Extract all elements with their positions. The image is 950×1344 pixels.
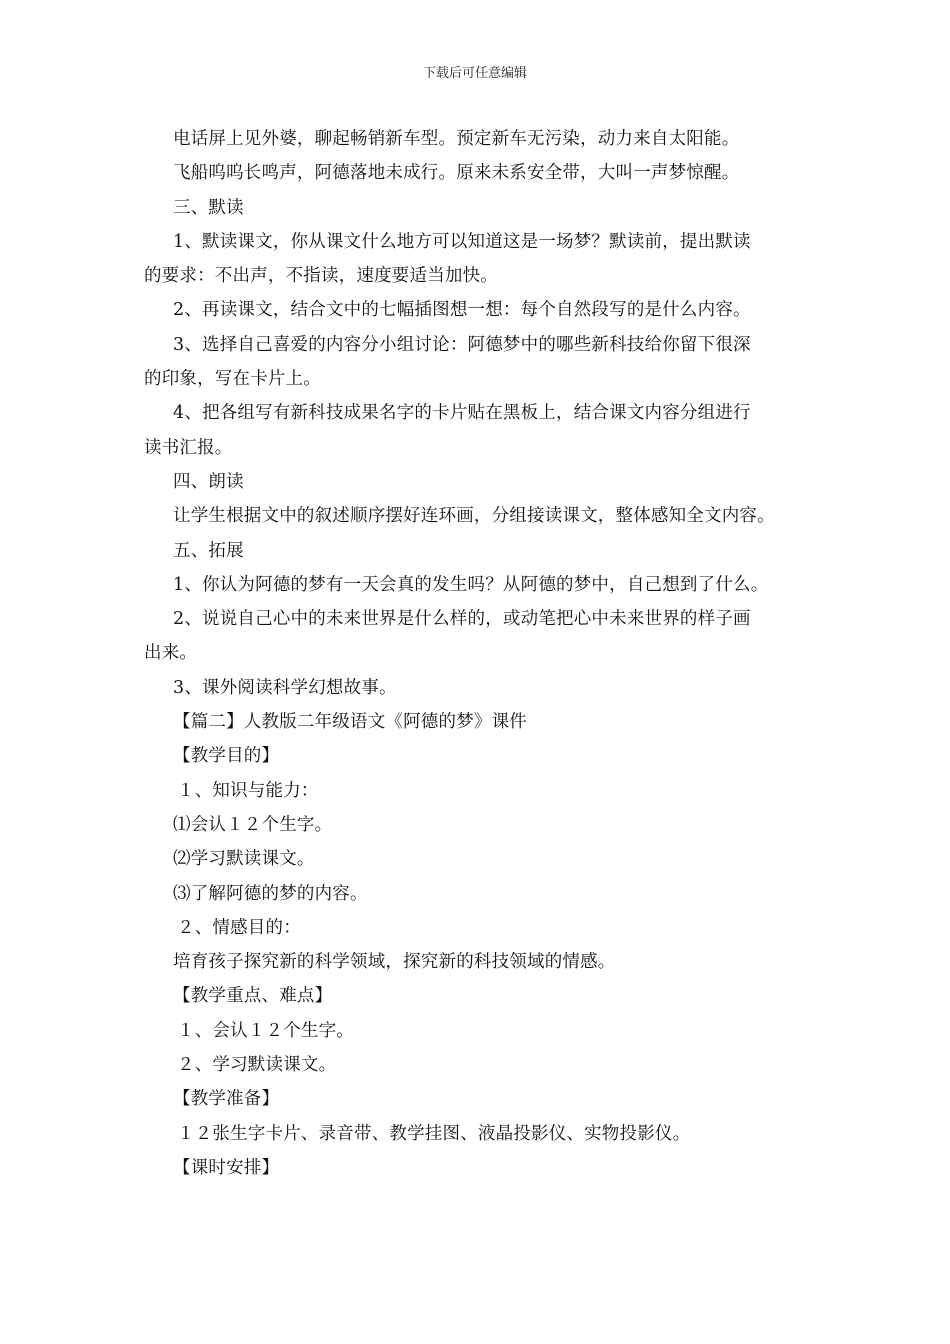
page-header: 下载后可任意编辑 — [422, 66, 527, 81]
section-heading: 【教学目的】 — [173, 746, 280, 767]
text-line: １、会认１２个生字。 — [177, 1020, 354, 1041]
section-title: 【篇二】人教版二年级语文《阿德的梦》课件 — [173, 712, 527, 733]
section-heading: 五、拓展 — [173, 540, 244, 561]
text-line: 1、你认为阿德的梦有一天会真的发生吗？从阿德的梦中，自己想到了什么。 — [173, 574, 769, 595]
text-line: 培育孩子探究新的科学领域，探究新的科技领域的情感。 — [173, 952, 616, 973]
text-line: 让学生根据文中的叙述顺序摆好连环画，分组接读课文，整体感知全文内容。 — [173, 506, 775, 527]
text-line: 2、再读课文，结合文中的七幅插图想一想：每个自然段写的是什么内容。 — [173, 300, 751, 321]
document-body — [144, 122, 816, 1185]
text-line: ⑴会认１２个生字。 — [173, 814, 333, 835]
text-line: 1、默读课文，你从课文什么地方可以知道这是一场梦？默读前，提出默读 — [173, 231, 751, 252]
text-line: 2、说说自己心中的未来世界是什么样的，或动笔把心中未来世界的样子画 — [173, 609, 751, 630]
text-line: 出来。 — [144, 643, 198, 664]
text-line: 3、课外阅读科学幻想故事。 — [173, 677, 397, 698]
text-line: 3、选择自己喜爱的内容分小组讨论：阿德梦中的哪些新科技给你留下很深 — [173, 334, 751, 355]
text-line: 飞船呜呜长鸣声，阿德落地未成行。原来未系安全带，大叫一声梦惊醒。 — [173, 163, 740, 184]
section-heading: 【教学准备】 — [173, 1089, 280, 1110]
text-line: 4、把各组写有新科技成果名字的卡片贴在黑板上，结合课文内容分组进行 — [173, 403, 751, 424]
text-line: 电话屏上见外婆，聊起畅销新车型。预定新车无污染，动力来自太阳能。 — [173, 129, 740, 149]
text-line: １２张生字卡片、录音带、教学挂图、液晶投影仪、实物投影仪。 — [177, 1123, 691, 1144]
text-line: ⑶了解阿德的梦的内容。 — [173, 883, 368, 904]
text-line: １、知识与能力： — [177, 780, 319, 801]
text-line: 读书汇报。 — [144, 437, 233, 458]
text-line: 的印象，写在卡片上。 — [144, 369, 321, 390]
section-heading: 四、朗读 — [173, 471, 244, 492]
section-heading: 【课时安排】 — [173, 1157, 280, 1178]
text-line: ２、学习默读课文。 — [177, 1055, 337, 1076]
text-line: ⑵学习默读课文。 — [173, 849, 315, 870]
text-line: ２、情感目的： — [177, 917, 301, 938]
section-heading: 【教学重点、难点】 — [173, 986, 333, 1007]
section-heading: 三、默读 — [173, 197, 244, 218]
text-line: 的要求：不出声，不指读，速度要适当加快。 — [144, 266, 498, 287]
